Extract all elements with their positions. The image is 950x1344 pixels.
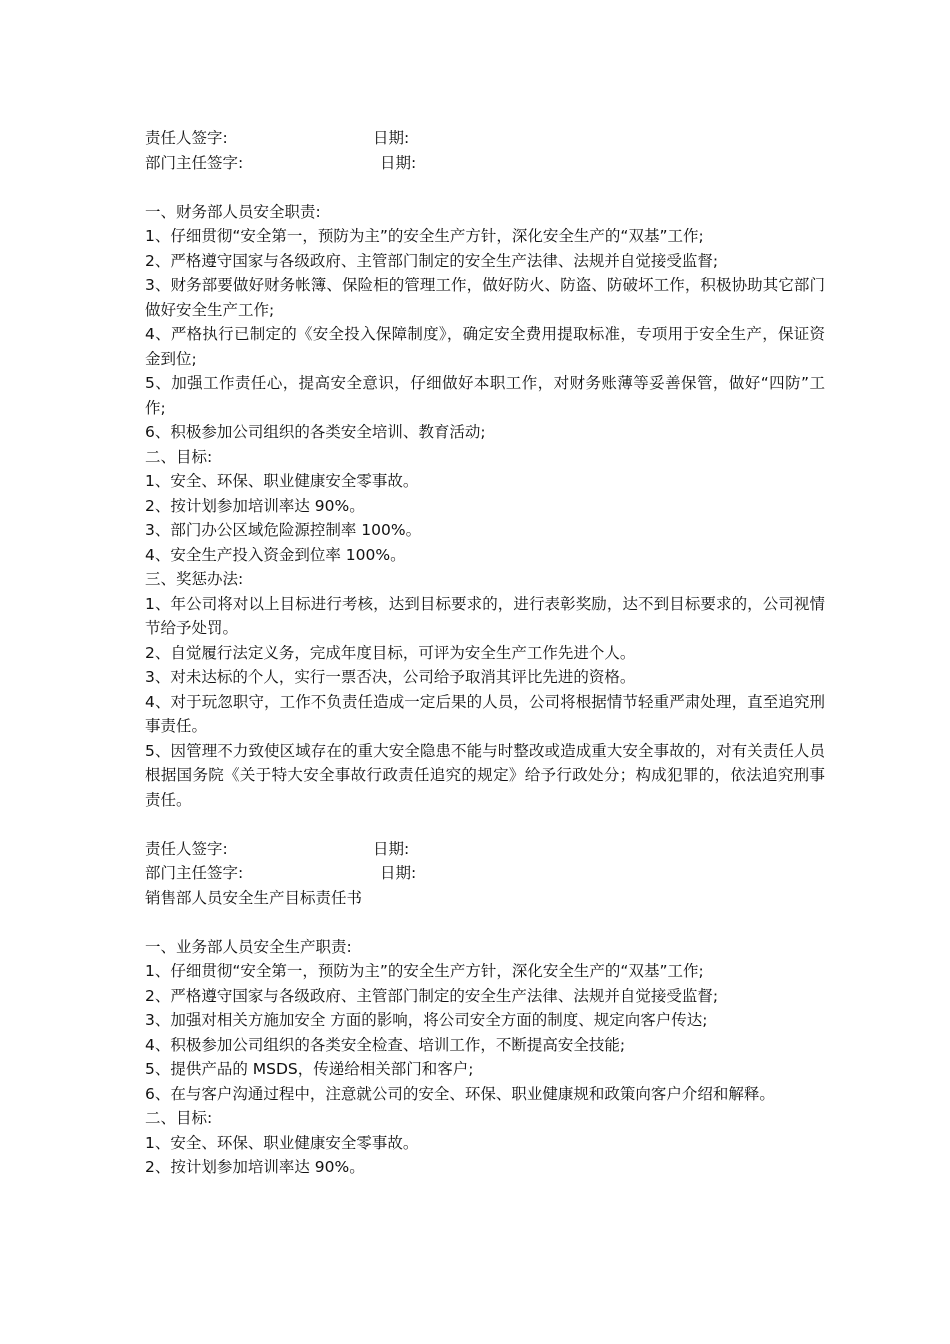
list-item: 1、年公司将对以上目标进行考核，达到目标要求的，进行表彰奖励，达不到目标要求的，公司视情节给予处罚。: [145, 594, 825, 637]
blank-line: [145, 175, 825, 200]
signature-row-responsible: [145, 126, 825, 151]
list-item: 3、对未达标的个人，实行一票否决，公司给予取消其评比先进的资格。: [145, 668, 636, 686]
section-heading: 一、业务部人员安全生产职责:: [145, 937, 352, 956]
list-item: 6、积极参加公司组织的各类安全培训、教育活动;: [145, 423, 486, 441]
date-label: 日期:: [373, 839, 410, 858]
list-item: 1、安全、环保、职业健康安全零事故。: [145, 1133, 419, 1152]
signature-row-responsible: [145, 837, 825, 862]
date-label: 日期:: [380, 153, 417, 172]
blank-line: [145, 910, 825, 935]
section-heading: 三、奖惩办法:: [145, 570, 244, 588]
list-item: 2、按计划参加培训率达 90%。: [145, 1158, 365, 1176]
dept-head-signature-label: 部门主任签字:: [145, 153, 244, 172]
list-item: 3、加强对相关方施加安全 方面的影响，将公司安全方面的制度、规定向客户传达;: [145, 1011, 708, 1029]
list-item: 2、严格遵守国家与各级政府、主管部门制定的安全生产法律、法规并自觉接受监督;: [145, 251, 719, 270]
list-item: 5、加强工作责任心，提高安全意识，仔细做好本职工作，对财务账薄等妥善保管，做好“四防”工作;: [145, 374, 825, 417]
responsible-signature-label: 责任人签字:: [145, 129, 228, 147]
list-item: 2、按计划参加培训率达 90%。: [145, 496, 365, 515]
dept-head-signature-label: 部门主任签字:: [145, 864, 244, 882]
date-label: 日期:: [380, 864, 417, 882]
section-heading: 一、财务部人员安全职责:: [145, 202, 321, 221]
list-item: 3、财务部要做好财务帐簿、保险柜的管理工作，做好防火、防盗、防破坏工作，积极协助其它部门做好安全生产工作;: [145, 276, 825, 319]
list-item: 6、在与客户沟通过程中，注意就公司的安全、环保、职业健康规和政策向客户介绍和解释。: [145, 1084, 775, 1103]
list-item: 5、提供产品的 MSDS，传递给相关部门和客户;: [145, 1060, 474, 1078]
list-item: 1、安全、环保、职业健康安全零事故。: [145, 472, 419, 490]
document-title: 销售部人员安全生产目标责任书: [145, 888, 363, 907]
section-heading: 二、目标:: [145, 447, 213, 466]
list-item: 4、积极参加公司组织的各类安全检查、培训工作，不断提高安全技能;: [145, 1035, 626, 1054]
responsible-signature-label: 责任人签字:: [145, 839, 228, 858]
signature-row-dept-head: [145, 861, 825, 886]
list-item: 4、安全生产投入资金到位率 100%。: [145, 545, 406, 564]
list-item: 2、自觉履行法定义务，完成年度目标，可评为安全生产工作先进个人。: [145, 643, 636, 662]
list-item: 5、因管理不力致使区域存在的重大安全隐患不能与时整改或造成重大安全事故的，对有关责任人员根据国务院《关于特大安全事故行政责任追究的规定》给予行政处分；构成犯罪的，依法追究刑事责任。: [145, 741, 825, 809]
signature-row-dept-head: [145, 151, 825, 176]
section-heading: 二、目标:: [145, 1109, 213, 1127]
list-item: 4、严格执行已制定的《安全投入保障制度》，确定安全费用提取标准，专项用于安全生产，保证资金到位;: [145, 325, 825, 368]
document-page: [145, 126, 825, 1180]
blank-line: [145, 812, 825, 837]
list-item: 3、部门办公区域危险源控制率 100%。: [145, 521, 422, 539]
list-item: 2、严格遵守国家与各级政府、主管部门制定的安全生产法律、法规并自觉接受监督;: [145, 986, 719, 1005]
date-label: 日期:: [373, 129, 410, 147]
list-item: 4、对于玩忽职守，工作不负责任造成一定后果的人员，公司将根据情节轻重严肃处理，直至追究刑事责任。: [145, 692, 825, 735]
list-item: 1、仔细贯彻“安全第一，预防为主”的安全生产方针，深化安全生产的“双基”工作;: [145, 962, 704, 980]
list-item: 1、仔细贯彻“安全第一，预防为主”的安全生产方针，深化安全生产的“双基”工作;: [145, 227, 704, 245]
